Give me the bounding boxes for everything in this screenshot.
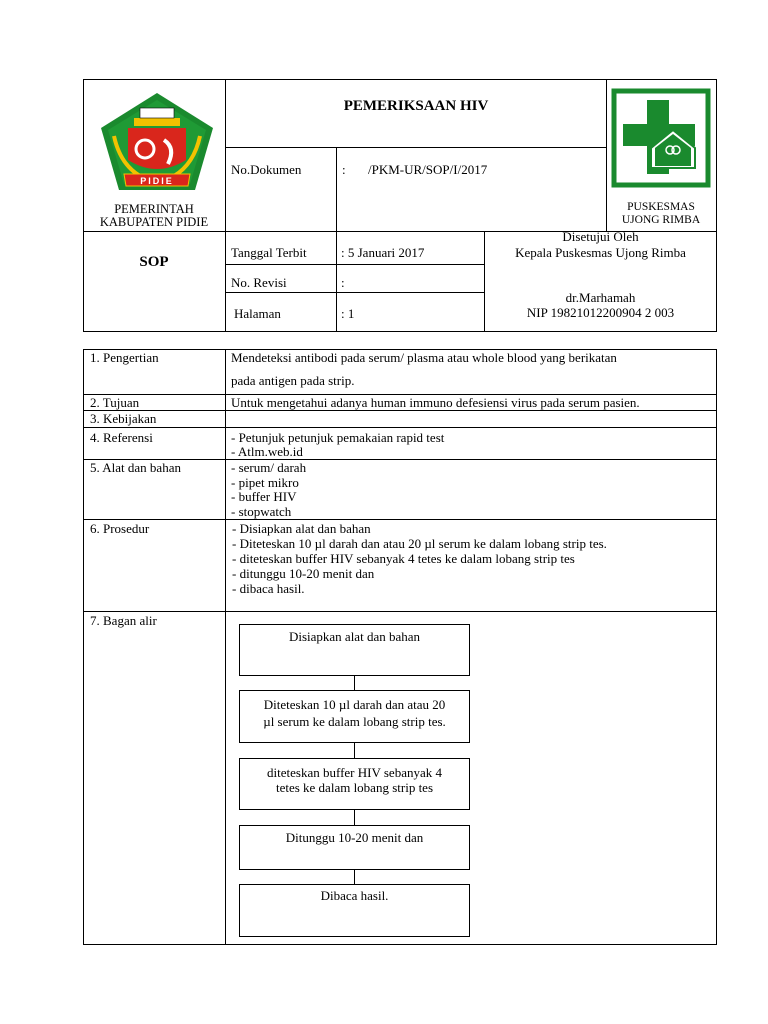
- revisi-value: :: [341, 275, 345, 290]
- org-right-line2: UJONG RIMBA: [621, 214, 701, 226]
- puskesmas-logo: [611, 88, 711, 188]
- approval-nip: NIP 19821012200904 2 003: [526, 305, 675, 320]
- alat-item: - buffer HIV: [231, 489, 297, 504]
- pidie-regency-logo: [98, 90, 216, 194]
- approval-position: Kepala Puskesmas Ujong Rimba: [515, 245, 686, 260]
- tanggal-terbit-value: : 5 Januari 2017: [341, 245, 425, 260]
- sop-label: SOP: [139, 254, 169, 270]
- prosedur-item: - Diteteskan 10 µl darah dan atau 20 µl serum ke dalam lobang strip tes.: [232, 536, 607, 551]
- referensi-label: 4. Referensi: [90, 430, 153, 445]
- pengertian-label: 1. Pengertian: [90, 350, 159, 365]
- prosedur-label: 6. Prosedur: [90, 521, 150, 536]
- kebijakan-label: 3. Kebijakan: [90, 411, 157, 426]
- halaman-label: Halaman: [234, 306, 281, 321]
- pengertian-line1: Mendeteksi antibodi pada serum/ plasma atau whole blood yang berikatan: [231, 350, 617, 365]
- tanggal-terbit-label: Tanggal Terbit: [231, 245, 307, 260]
- flow-step-3-line1: diteteskan buffer HIV sebanyak 4: [267, 765, 442, 780]
- prosedur-item: - dibaca hasil.: [232, 581, 305, 596]
- alat-item: - pipet mikro: [231, 475, 299, 490]
- flow-step-3: [239, 758, 470, 810]
- pengertian-line2: pada antigen pada strip.: [231, 373, 355, 388]
- no-dokumen-colon: :: [342, 162, 346, 177]
- flow-step-1: [239, 624, 470, 676]
- prosedur-item: - ditunggu 10-20 menit dan: [232, 566, 375, 581]
- no-dokumen-value: /PKM-UR/SOP/I/2017: [368, 162, 488, 177]
- referensi-item: - Petunjuk petunjuk pemakaian rapid test: [231, 430, 445, 445]
- revisi-label: No. Revisi: [231, 275, 287, 290]
- alat-item: - stopwatch: [231, 504, 292, 519]
- org-right-line1: PUSKESMAS: [627, 201, 695, 213]
- page-title: PEMERIKSAAN HIV: [343, 98, 489, 114]
- prosedur-item: - Disiapkan alat dan bahan: [232, 521, 371, 536]
- bagan-label: 7. Bagan alir: [90, 613, 157, 628]
- flow-step-5: [239, 884, 470, 937]
- tujuan-text: Untuk mengetahui adanya human immuno defesiensi virus pada serum pasien.: [231, 395, 640, 410]
- flow-step-2: [239, 690, 470, 743]
- flow-step-4-text: Ditunggu 10-20 menit dan: [285, 830, 424, 845]
- flow-step-5-text: Dibaca hasil.: [320, 888, 389, 903]
- org-left-line2: KABUPATEN PIDIE: [99, 215, 209, 229]
- logo-banner-text: PIDIE: [140, 176, 174, 186]
- flow-step-2-line1: Diteteskan 10 µl darah dan atau 20: [263, 697, 446, 712]
- approval-name: dr.Marhamah: [565, 290, 636, 305]
- approval-title: Disetujui Oleh: [562, 229, 639, 244]
- prosedur-item: - diteteskan buffer HIV sebanyak 4 tetes ke dalam lobang strip tes: [232, 551, 575, 566]
- flow-step-4: [239, 825, 470, 870]
- no-dokumen-label: No.Dokumen: [231, 162, 302, 177]
- flow-step-3-line2: tetes ke dalam lobang strip tes: [275, 780, 434, 795]
- halaman-value: : 1: [341, 306, 355, 321]
- tujuan-label: 2. Tujuan: [90, 395, 140, 410]
- flow-step-1-text: Disiapkan alat dan bahan: [288, 629, 421, 644]
- referensi-item: - Atlm.web.id: [231, 444, 303, 459]
- alat-label: 5. Alat dan bahan: [90, 460, 181, 475]
- flow-step-2-line2: µl serum ke dalam lobang strip tes.: [263, 714, 446, 729]
- alat-item: - serum/ darah: [231, 460, 307, 475]
- org-left-line1: PEMERINTAH: [114, 202, 194, 216]
